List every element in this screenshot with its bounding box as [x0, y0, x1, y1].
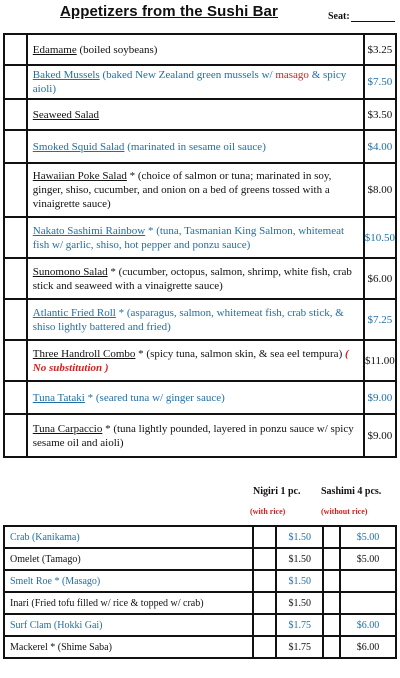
appetizer-row — [4, 299, 396, 340]
appetizer-description — [27, 65, 364, 99]
sashimi-column-header: Sashimi 4 pcs. — [321, 486, 382, 497]
appetizer-highlight: masago — [275, 69, 309, 81]
nigiri-row — [4, 614, 396, 636]
nigiri-table — [3, 525, 397, 659]
nigiri-note: (with rice) — [250, 507, 286, 516]
appetizer-price: $11.00 — [364, 340, 396, 381]
appetizer-price: $6.00 — [364, 258, 396, 299]
order-checkbox[interactable] — [4, 340, 27, 381]
appetizer-price: $4.00 — [364, 130, 396, 163]
appetizer-description — [27, 340, 364, 381]
sashimi-order-box[interactable] — [323, 526, 340, 548]
appetizer-description — [27, 99, 364, 130]
appetizer-name: Baked Mussels — [32, 69, 100, 81]
sashimi-price — [340, 592, 396, 614]
appetizer-detail: (boiled soybeans) — [76, 43, 158, 56]
appetizer-price: $3.25 — [364, 34, 396, 65]
appetizer-row — [4, 340, 396, 381]
appetizer-description — [27, 163, 364, 217]
appetizer-name: Three Handroll Combo — [32, 347, 136, 360]
appetizer-detail: * (seared tuna w/ ginger sauce) — [84, 391, 225, 404]
seat-label: Seat: — [328, 11, 350, 22]
appetizer-description — [27, 34, 364, 65]
appetizer-detail: * (spicy tuna, salmon skin, & sea eel tempura) — [135, 347, 345, 360]
appetizer-row — [4, 65, 396, 99]
sashimi-order-box[interactable] — [323, 592, 340, 614]
nigiri-order-box[interactable] — [253, 614, 276, 636]
order-checkbox[interactable] — [4, 381, 27, 414]
nigiri-order-box[interactable] — [253, 548, 276, 570]
appetizer-name: Tuna Tataki — [32, 391, 85, 404]
order-checkbox[interactable] — [4, 414, 27, 457]
appetizer-row — [4, 414, 396, 457]
order-checkbox[interactable] — [4, 34, 27, 65]
nigiri-order-box[interactable] — [253, 636, 276, 658]
nigiri-item-name: Smelt Roe * (Masago) — [4, 570, 253, 592]
nigiri-item-name: Surf Clam (Hokki Gai) — [4, 614, 253, 636]
appetizer-description — [27, 381, 364, 414]
no-substitution-note: ( No substitution ) — [32, 347, 349, 374]
appetizer-description — [27, 217, 364, 258]
appetizer-detail: * (choice of salmon or tuna; marinated in soy, ginger, shiso, cucumber, and onion on a bed of greens tossed with a vinaigrette sauce) — [32, 170, 332, 210]
nigiri-price: $1.50 — [276, 592, 323, 614]
appetizer-price: $8.00 — [364, 163, 396, 217]
appetizer-description — [27, 258, 364, 299]
sashimi-price: $6.00 — [340, 636, 396, 658]
nigiri-order-box[interactable] — [253, 526, 276, 548]
appetizer-price: $9.00 — [364, 414, 396, 457]
sashimi-order-box[interactable] — [323, 570, 340, 592]
nigiri-price: $1.50 — [276, 570, 323, 592]
nigiri-row — [4, 592, 396, 614]
appetizer-name: Seaweed Salad — [32, 108, 100, 121]
appetizer-row — [4, 163, 396, 217]
appetizer-description — [27, 299, 364, 340]
sashimi-order-box[interactable] — [323, 614, 340, 636]
sashimi-price — [340, 570, 396, 592]
nigiri-order-box[interactable] — [253, 592, 276, 614]
appetizer-row — [4, 381, 396, 414]
order-checkbox[interactable] — [4, 65, 27, 99]
nigiri-row — [4, 636, 396, 658]
nigiri-item-name: Inari (Fried tofu filled w/ rice & topped w/ crab) — [4, 592, 253, 614]
appetizer-name: Sunomono Salad — [32, 265, 108, 278]
order-checkbox[interactable] — [4, 99, 27, 130]
sashimi-price: $5.00 — [340, 526, 396, 548]
seat-field — [328, 11, 395, 22]
appetizer-detail: (marinated in sesame oil sauce) — [124, 140, 266, 153]
seat-blank-line[interactable] — [351, 12, 395, 22]
nigiri-item-name: Omelet (Tamago) — [4, 548, 253, 570]
order-checkbox[interactable] — [4, 217, 27, 258]
order-checkbox[interactable] — [4, 299, 27, 340]
appetizer-table — [3, 33, 397, 458]
appetizer-row — [4, 99, 396, 130]
appetizer-name: Tuna Carpaccio — [32, 422, 103, 435]
sashimi-order-box[interactable] — [323, 636, 340, 658]
appetizer-detail: * (tuna lightly pounded, layered in ponzu sauce w/ spicy sesame oil and aioli) — [32, 422, 354, 449]
order-checkbox[interactable] — [4, 258, 27, 299]
appetizer-price: $9.00 — [364, 381, 396, 414]
appetizer-description — [27, 414, 364, 457]
appetizer-detail: (baked New Zealand green mussels w/ — [99, 69, 276, 81]
appetizer-price: $7.50 — [364, 65, 396, 99]
appetizer-name: Atlantic Fried Roll — [32, 306, 116, 319]
sashimi-price: $5.00 — [340, 548, 396, 570]
nigiri-price: $1.75 — [276, 614, 323, 636]
appetizer-detail: * (asparagus, salmon, whitemeat fish, crab stick, & shiso lightly battered and fried) — [32, 306, 344, 333]
appetizer-price: $3.50 — [364, 99, 396, 130]
appetizer-row — [4, 217, 396, 258]
nigiri-order-box[interactable] — [253, 570, 276, 592]
appetizer-row — [4, 258, 396, 299]
sashimi-note: (without rice) — [321, 507, 368, 516]
appetizer-price: $7.25 — [364, 299, 396, 340]
appetizer-row — [4, 130, 396, 163]
appetizer-detail: * (cucumber, octopus, salmon, shrimp, white fish, crab stick and seaweed with a vinaigrette sauce) — [32, 265, 352, 292]
appetizer-name: Smoked Squid Salad — [32, 140, 125, 153]
sashimi-order-box[interactable] — [323, 548, 340, 570]
appetizer-row — [4, 34, 396, 65]
sashimi-price: $6.00 — [340, 614, 396, 636]
appetizer-name: Hawaiian Poke Salad — [32, 170, 127, 182]
nigiri-item-name: Mackerel * (Shime Saba) — [4, 636, 253, 658]
page-title: Appetizers from the Sushi Bar — [60, 3, 278, 20]
appetizer-description — [27, 130, 364, 163]
appetizer-name: Edamame — [32, 43, 77, 56]
nigiri-price: $1.50 — [276, 548, 323, 570]
order-checkbox[interactable] — [4, 163, 27, 217]
nigiri-price: $1.50 — [276, 526, 323, 548]
nigiri-row — [4, 548, 396, 570]
appetizer-detail-end: & spicy aioli) — [32, 69, 347, 95]
appetizer-price: $10.50 — [364, 217, 396, 258]
nigiri-column-header: Nigiri 1 pc. — [253, 486, 301, 497]
nigiri-row — [4, 570, 396, 592]
nigiri-row — [4, 526, 396, 548]
order-checkbox[interactable] — [4, 130, 27, 163]
nigiri-price: $1.75 — [276, 636, 323, 658]
appetizer-name: Nakato Sashimi Rainbow — [32, 224, 146, 237]
appetizer-detail: * (tuna, Tasmanian King Salmon, whitemeat fish w/ garlic, shiso, hot pepper and ponzu sauce) — [32, 224, 345, 251]
nigiri-item-name: Crab (Kanikama) — [4, 526, 253, 548]
